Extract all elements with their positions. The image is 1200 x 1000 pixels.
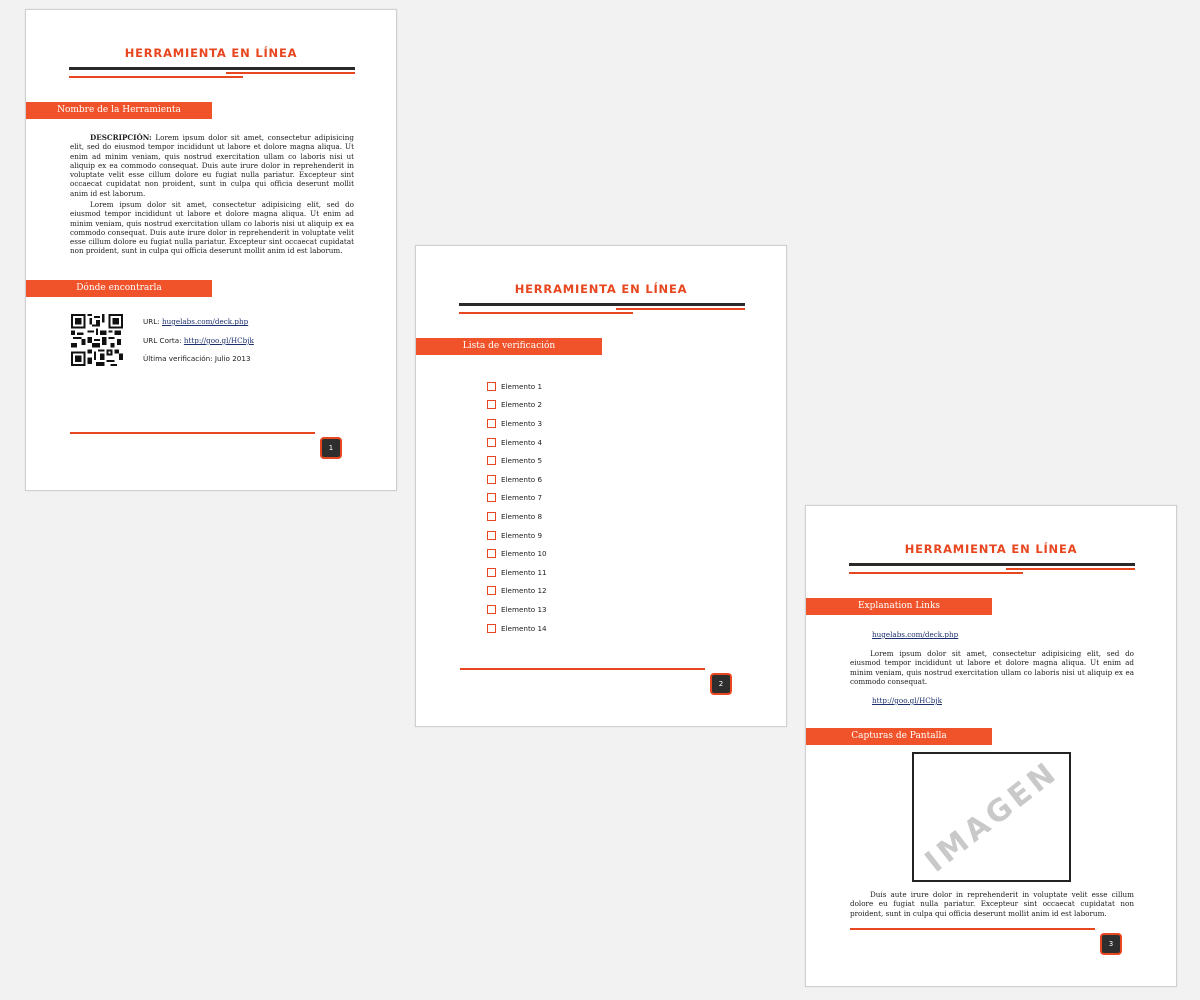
title-rule-accent: [459, 312, 633, 314]
title-rule-accent: [69, 76, 243, 78]
body-paragraph: Lorem ipsum dolor sit amet, consectetur adipisicing elit, sed do eiusmod tempor incididunt ut labore et dolore magna aliqua. Ut enim ad minim veniam, quis nostrud exercitation ullam co laboris nisi ut aliquip ex ea commodo consequat.: [850, 649, 1134, 686]
checklist-item: [487, 507, 547, 526]
document-page-2: [415, 245, 787, 727]
title-rule-dark: [849, 563, 1135, 566]
checklist-item: [487, 414, 547, 433]
checklist-item: [487, 470, 547, 489]
page-title: HERRAMIENTA EN LÍNEA: [904, 542, 1078, 556]
checkbox[interactable]: [487, 605, 496, 614]
checklist-item-label: Elemento 6: [501, 474, 543, 484]
last-verified: [143, 354, 251, 363]
checkbox[interactable]: [487, 586, 496, 595]
checklist-item-label: Elemento 1: [501, 381, 543, 391]
checklist-item: [487, 451, 547, 470]
title-rule-accent: [616, 308, 745, 310]
checklist-item-label: Elemento 11: [501, 567, 547, 577]
checklist-item-label: Elemento 13: [501, 604, 547, 614]
checkbox[interactable]: [487, 382, 496, 391]
checkbox[interactable]: [487, 624, 496, 633]
description-label: DESCRIPCIÓN:: [90, 133, 152, 142]
checklist-item-label: Elemento 8: [501, 511, 543, 521]
checkbox[interactable]: [487, 549, 496, 558]
description-text: Lorem ipsum dolor sit amet, consectetur adipisicing elit, sed do eiusmod tempor incididunt ut labore et dolore magna aliqua. Ut enim ad minim veniam, quis nostrud exercitation ullam co laboris nisi ut aliquip ex ea commodo consequat. Duis aute irure dolor in reprehenderit in voluptate velit esse cillum dolore eu fugiat nulla pariatur. Excepteur sint occaecat cupidatat non proident, sunt in culpa qui officia deserunt mollit anim id est laborum.: [70, 133, 354, 198]
checkbox[interactable]: [487, 531, 496, 540]
section-header-explanation-links: Explanation Links: [806, 598, 992, 615]
checklist-item-label: Elemento 2: [501, 400, 543, 410]
page-title: HERRAMIENTA EN LÍNEA: [124, 46, 298, 60]
checkbox[interactable]: [487, 456, 496, 465]
page-number-badge: 2: [710, 673, 732, 695]
checklist-item: [487, 489, 547, 508]
url-link[interactable]: hugelabs.com/deck.php: [161, 317, 249, 326]
section-header-where: Dónde encontrarla: [26, 280, 212, 297]
document-page-1: [25, 9, 397, 491]
checklist-item-label: Elemento 5: [501, 456, 543, 466]
checklist-item: [487, 396, 547, 415]
checklist-item-label: Elemento 14: [501, 623, 547, 633]
checklist-item-label: Elemento 12: [501, 586, 547, 596]
short-url-label: URL Corta:: [143, 336, 182, 345]
checklist-item: [487, 600, 547, 619]
qr-code-icon: [71, 314, 123, 366]
checklist-item: [487, 619, 547, 638]
title-rule-dark: [69, 67, 355, 70]
checkbox[interactable]: [487, 419, 496, 428]
short-url-link[interactable]: http://goo.gl/HCbjk: [183, 336, 254, 345]
checklist-item: [487, 526, 547, 545]
body-paragraph: Duis aute irure dolor in reprehenderit in voluptate velit esse cillum dolore eu fugiat nulla pariatur. Excepteur sint occaecat cupidatat non proident, sunt in culpa qui officia deserunt mollit anim id est laborum.: [850, 890, 1134, 918]
checkbox[interactable]: [487, 400, 496, 409]
checklist-item: [487, 563, 547, 582]
checklist-item-label: Elemento 7: [501, 493, 543, 503]
explanation-link-2[interactable]: http://goo.gl/HCbjk: [872, 696, 942, 705]
footer-rule: [460, 668, 705, 670]
title-rule-accent: [226, 72, 355, 74]
checklist-item: [487, 377, 547, 396]
document-page-3: [805, 505, 1177, 987]
checkbox[interactable]: [487, 493, 496, 502]
footer-rule: [70, 432, 315, 434]
image-placeholder-label: IMAGEN: [918, 754, 1065, 880]
checklist-item: [487, 544, 547, 563]
page-title: HERRAMIENTA EN LÍNEA: [514, 282, 688, 296]
short-url-row: [143, 336, 254, 345]
checkbox[interactable]: [487, 512, 496, 521]
page-number-badge: 3: [1100, 933, 1122, 955]
checklist-item: [487, 582, 547, 601]
explanation-link-1[interactable]: hugelabs.com/deck.php: [872, 630, 959, 639]
page-number-badge: 1: [320, 437, 342, 459]
checklist: [487, 377, 547, 637]
section-header-tool-name: Nombre de la Herramienta: [26, 102, 212, 119]
checklist-item-label: Elemento 4: [501, 437, 543, 447]
checkbox[interactable]: [487, 438, 496, 447]
checkbox[interactable]: [487, 475, 496, 484]
checkbox[interactable]: [487, 568, 496, 577]
url-row: [143, 317, 248, 326]
title-rule-accent: [1006, 568, 1135, 570]
checklist-item-label: Elemento 9: [501, 530, 543, 540]
last-verified-text: Última verificación: Julio 2013: [143, 354, 251, 363]
checklist-item-label: Elemento 10: [501, 549, 547, 559]
title-rule-dark: [459, 303, 745, 306]
footer-rule: [850, 928, 1095, 930]
section-header-screenshots: Capturas de Pantalla: [806, 728, 992, 745]
url-label: URL:: [143, 317, 160, 326]
title-rule-accent: [849, 572, 1023, 574]
image-placeholder: [912, 752, 1071, 882]
checklist-item-label: Elemento 3: [501, 418, 543, 428]
body-paragraph: Lorem ipsum dolor sit amet, consectetur adipisicing elit, sed do eiusmod tempor incididunt ut labore et dolore magna aliqua. Ut enim ad minim veniam, quis nostrud exercitation ullam co laboris nisi ut aliquip ex ea commodo consequat. Duis aute irure dolor in reprehenderit in voluptate velit esse cillum dolore eu fugiat nulla pariatur. Excepteur sint occaecat cupidatat non proident, sunt in culpa qui officia deserunt mollit anim id est laborum.: [70, 200, 354, 256]
section-header-checklist: Lista de verificación: [416, 338, 602, 355]
checklist-item: [487, 433, 547, 452]
description-paragraph: [70, 133, 354, 198]
